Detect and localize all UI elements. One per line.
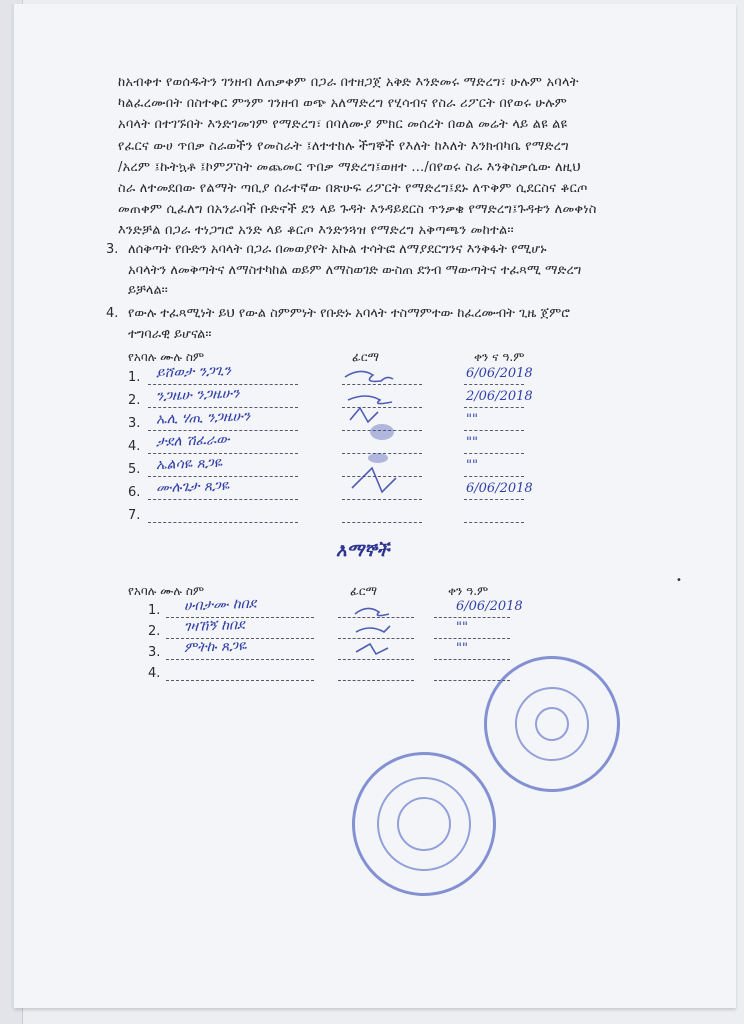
member-row-number: 6.: [128, 485, 141, 500]
member-row-number: 1.: [128, 370, 141, 385]
witness-date: 6/06/2018: [456, 599, 523, 614]
paragraph-line: /አረም ፤ኩትኳቶ ፤ኮምፖስት መጨመር ጥበቃ ማድረግ፤ወዘተ …/በየወሩ ስራ እንቅስቃሴው ለዚህ: [118, 159, 581, 175]
signature-mark: [352, 468, 396, 492]
paragraph-line: ስራ ለተመደበው የልማት ጣቢያ ሰራተኛው በጽሁፍ ሪፖርት የማድረግ፤ደኑ ለጥቅም ሲደርስና ቆርጦ: [118, 181, 588, 197]
witnesses-header-name: የአባሉ ሙሉ ስም: [128, 584, 205, 598]
witness-row-number: 4.: [148, 666, 161, 681]
witnesses-header-date: ቀን ዓ.ም: [448, 584, 489, 598]
clause-line: የውሉ ተፈጻሚነት ይህ የውል ስምምነት የቡድኑ አባላት ተስማምተው ከፈረሙብት ጊዜ ጀምሮ: [128, 306, 570, 321]
signature-mark: [348, 396, 392, 404]
member-date: 2/06/2018: [466, 389, 533, 404]
member-name: ይሸወታ ንጋጊን: [155, 362, 232, 382]
member-date: "": [466, 458, 478, 473]
witness-row-number: 3.: [148, 645, 161, 660]
witness-row-number: 2.: [148, 624, 161, 639]
ink-blot: [368, 453, 388, 463]
member-row-number: 4.: [128, 439, 141, 454]
member-name: ንጋዜሁ ንጋዜሁን: [155, 385, 240, 405]
members-header-date: ቀን ና ዓ.ም: [474, 350, 525, 364]
member-date: 6/06/2018: [466, 481, 533, 496]
member-row-number: 7.: [128, 508, 141, 523]
member-row-number: 2.: [128, 393, 141, 408]
signature-mark: [350, 408, 378, 422]
signature-mark: [345, 371, 393, 381]
ink-blot: [370, 424, 394, 440]
members-header-name: የአባሉ ሙሉ ስም: [128, 350, 205, 364]
witness-date: "": [456, 620, 468, 635]
witnesses-title: እማኞች: [336, 540, 390, 561]
paragraph-line: መጠቀም ሲፈለግ በአንራባች ቡድኖች ደን ላይ ጉዳት እንዳይደርስ ጥንቃቄ የማድረግ፤ጉዳቱን ለመቀነስ: [118, 202, 597, 218]
witness-name: ገዛኸኝ ከበደ: [183, 616, 245, 636]
paragraph-line: ከአብቀተ የወሰዱትን ገንዘብ ለጠቃቀም በጋራ በተዘጋጀ አቅድ እንድመሩ ማድረግ፣ ሁሉም አባላት: [118, 75, 579, 90]
member-name: ኤልሳዬ ጸጋዬ: [155, 454, 223, 474]
paragraph-line: አባላት በተገኙበት እንድገመገም የማድረግ፣ በባለሙያ ምክር መሰረት በወል መሬት ላይ ልዩ ልዩ: [118, 117, 568, 133]
clause-number: 4.: [106, 306, 119, 321]
member-date: "": [466, 412, 478, 427]
member-name: ሙሉጌታ ጸጋዬ: [155, 477, 230, 497]
clause-line: አባላትን ለመቅጣትና ለማስተካከል ወይም ለማስወገድ ውስጠ ደንብ ማውጣትና ተፈጻሚ ማድረግ: [128, 262, 582, 278]
clause-line: ይቻላል፡፡: [128, 283, 168, 298]
stray-mark: •: [676, 575, 682, 586]
paragraph-line: እንድቻል በጋራ ተነጋግሮ አንድ ላይ ቆርጦ እንድንጓዝ የማድረግ አቅጣጫን መከተል፡፡: [118, 223, 514, 239]
members-header-signature: ፊርማ: [352, 350, 380, 364]
paragraph-line: የፈርና ውሀ ጥበቃ ስራወችን የመስራት ፤ለተተከሉ ችግኞች የእለት ከእለት እንክብካቤ የማድረግ: [118, 138, 569, 154]
clause-line: ለሰቅጣት የቡድን አባላት በጋራ በመወያየት አኩል ተሳትፎ ለማያደርግንና እንቅፋት የሚሆኑ: [128, 242, 547, 257]
witness-name: ምትኩ ጸጋዬ: [183, 637, 247, 657]
signature-mark: [356, 644, 388, 654]
member-name: ኤሊ ሃጢ ንጋዜሁን: [155, 408, 251, 428]
signature-mark: [356, 626, 390, 632]
clause-number: 3.: [106, 242, 119, 257]
member-row-number: 5.: [128, 462, 141, 477]
signature-mark: [355, 608, 389, 615]
member-row-number: 3.: [128, 416, 141, 431]
witness-name: ሀብታሙ ከበደ: [183, 595, 257, 615]
witnesses-header-signature: ፊርማ: [350, 584, 378, 598]
witness-row-number: 1.: [148, 603, 161, 618]
member-date: "": [466, 435, 478, 450]
paragraph-line: ካልፈረሙበት በስተቀር ምንም ገንዘብ ወጭ አለማድረግ የሂሳብና የስራ ሪፖርት በየወሩ ሁሉም: [118, 96, 568, 112]
witness-date: "": [456, 641, 468, 656]
clause-line: ተግባራዊ ይሆናል፡፡: [128, 326, 212, 342]
member-name: ታደለ ሽፈራው: [155, 431, 230, 451]
member-date: 6/06/2018: [466, 366, 533, 381]
